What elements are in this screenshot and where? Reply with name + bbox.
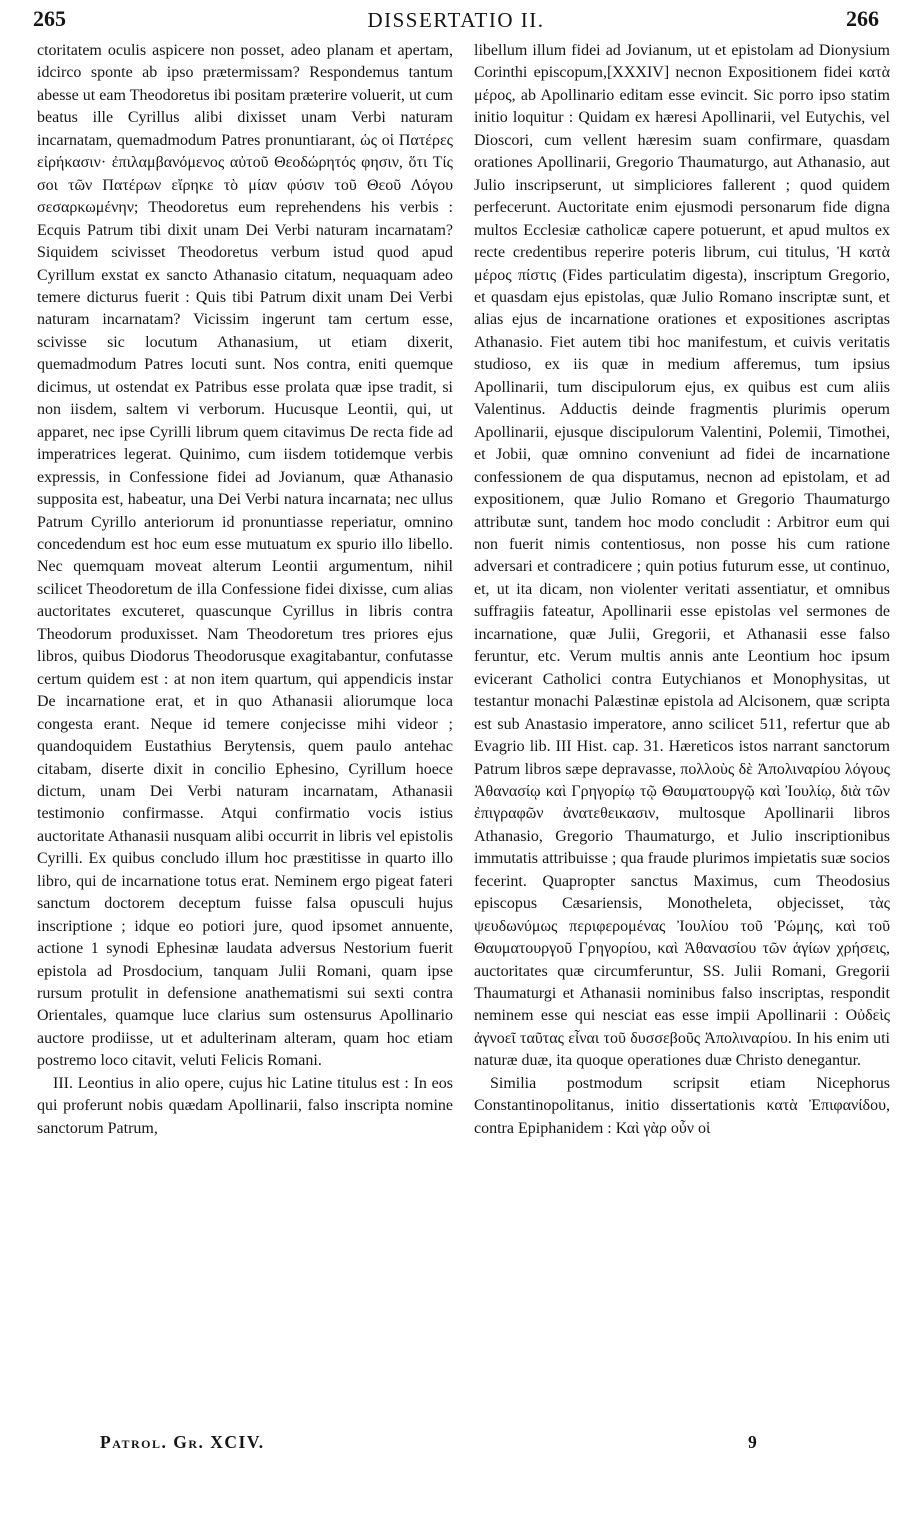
paragraph: Similia postmodum scripsit etiam Nicephorus Constantinopolitanus, initio dissertationis κατὰ Ἐπιφανίδου, contra Epiphanidem : Καὶ γὰρ οὖν οἱ [474, 1074, 890, 1137]
paragraph: ctoritatem oculis aspicere non posset, adeo planam et apertam, idcirco sponte ab ipso prætermissam? Respondemus tantum abesse ut eam Theodoretus ibi positam præterire voluerit, ut cum beatus ille Cyrillus alibi dixisset unam Verbi naturam incarnatam, quemadmodum Patres pronuntiarant, ὡς οἱ Πατέρες εἰρήκασιν· ἐπιλαμβανόμενος αὐτοῦ Θεοδώρητός φησιν, ὅτι Τίς σοι τῶν Πατέρων εἴρηκε τὸ μίαν φύσιν τοῦ Θεοῦ Λόγου σεσαρκωμένην; Theodoretus eum reprehendens his verbis : Ecquis Patrum tibi dixit unam Dei Verbi naturam incarnatam? Siquidem scivisset Theodoretus verbum istud quod apud Cyrillum exstat ex sancto Athanasio citatum, nequaquam adeo temere dicturus fuerit : Quis tibi Patrum dixit unam Dei Verbi naturam incarnatam? Vicissim ingerunt tam certum esse, scivisse sic locutum Athanasium, ut etiam dixerit, quemadmodum Patres locuti sunt. Nos contra, eniti quemque dicimus, ut ostendat ex Patribus esse prolata quæ ipse tradit, si non iisdem, saltem vi verborum. Hucusque Leontii, qui, ut apparet, nec ipse Cyrilli librum quem citavimus De recta fide ad imperatrices legerat. Quinimo, cum iisdem totidemque verbis expressis, in Confessione fidei ad Jovianum, quæ Athanasio supposita est, habeatur, una Dei Verbi natura incarnata; nec ullus Patrum Cyrillo anteriorum id pronuntiasse reperiatur, omnino concedendum est hoc eum esse mutuatum ex spurio illo libello. Nec quemquam moveat alterum Leontii argumentum, nihil scilicet Theodoretum de illa Confessione fidei dixisse, cum alias auctoritates excuteret, quascunque Cyrillus in libris contra Theodorum produxisset. Nam Theodoretum tres priores ejus libros, quibus Diodorus Theodorusque exagitabantur, confutasse certum quidem est : at non item quartum, qui appendicis instar De incarnatione erat, et in quo Athanasii aliorumque loca congesta erant. Neque id temere conjecisse mihi videor ; quandoquidem Eustathius Berytensis, quem paulo antehac citabam, diserte dixit in concilio Ephesino, Cyrillum hoece dictum, unam Dei Verbi naturam incarnatam, Athanasii testimonio confirmasse. Atqui confirmatio vocis istius auctoritate Athanasii nusquam alibi occurrit in libris vel epistolis Cyrilli. Ex quibus concludo illum hoc præstitisse in quarto illo libro, qui de incarnatione totus erat. Neminem ergo pigeat fateri sanctum doctorem deceptum fuisse falsa opusculi hujus inscriptione ; idque eo potiori jure, quod ipsomet annuente, actione 1 synodi Ephesinæ laudata adversus Nestorium fuerit epistola ad Prosdocium, tanquam Julii Romani, quam ipse rursum protulit in defensione anathematismi sui sexti contra Orientales, quamque luce clarius sum ostensurus Apollinario auctore prodiisse, ut et adulterinam alteram, quam hoc etiam postremo loco citavit, veluti Felicis Romani. [37, 42, 453, 1070]
left-column [37, 40, 453, 1140]
right-column [474, 40, 890, 1140]
paragraph: III. Leontius in alio opere, cujus hic Latine titulus est : In eos qui proferunt nobis quædam Apollinarii, falso inscripta nomine sanctorum Patrum, [37, 1074, 453, 1137]
page-number-left: 265 [33, 6, 66, 31]
running-title: DISSERTATIO II. [367, 8, 545, 32]
signature-mark: Patrol. Gr. XCIV. [100, 1432, 265, 1452]
running-header [33, 6, 879, 40]
gathering-number: 9 [748, 1432, 757, 1452]
paragraph: libellum illum fidei ad Jovianum, ut et epistolam ad Dionysium Corinthi episcopum,[XXXIV] necnon Expositionem fidei κατὰ μέρος, ab Apollinario editam esse evincit. Sic porro ipso statim initio loquitur : Quidam ex hæresi Apollinarii, vel Eutychis, vel Dioscori, cum vellent hæresim suam confirmare, quasdam orationes Apollinarii, Gregorio Thaumaturgo, aut Athanasio, aut Julio inscripserunt, ut simpliciores fallerent ; quod quidem perfecerunt. Auctoritate enim ejusmodi personarum fide digna multos Ecclesiæ catholicæ capere potuerunt, et apud multos ex recte credentibus reperire poteris librum, cui titulus, Ἡ κατὰ μέρος πίστις (Fides particulatim digesta), inscriptum Gregorio, et quasdam ejus epistolas, quæ Julio Romano inscriptæ sunt, et alias ejus de incarnatione orationes et expositiones ascriptas Athanasio. Fiet autem tibi hoc manifestum, et cuivis veritatis studioso, ex iis quæ in medium afferemus, tum ipsius Apollinarii, tum discipulorum ejus, ex quibus est cum aliis Valentinus. Adductis deinde fragmentis plurimis operum Apollinarii, ejusque discipulorum Valentini, Polemii, Timothei, et Jobii, quæ omnino conveniunt ad fidei de incarnatione confessionem de qua disputamus, necnon ad epistolam, et ad expositionem, quæ Julio Romano et Gregorio Thaumaturgo attributæ sunt, tandem hoc modo concludit : Arbitror eum qui non fuerit nimis contentiosus, non posse his cum ratione adversari et contradicere ; quin potius futurum esse, ut continuo, et, ut ita dicam, non violenter veritati assentiatur, et omnibus suffragiis fateatur, Apollinarii esse epistolas vel sermones de incarnatione, quæ Julii, Gregorii, et Athanasii esse falso feruntur, etc. Verum multis annis ante Leontium hoc ipsum evicerant Catholici contra Eutychianos et Monophysitas, ut testantur monachi Palæstinæ epistola ad Alcisonem, quæ scripta est sub Anastasio imperatore, anno scilicet 511, refertur que ab Evagrio lib. III Hist. cap. 31. Hæreticos istos narrant sanctorum Patrum libros sæpe depravasse, πολλοὺς δὲ Ἀπολιναρίου λόγους Ἀθανασίῳ καὶ Γρηγορίῳ τῷ Θαυματουργῷ καὶ Ἰουλίῳ, διὰ τῶν ἐπιγραφῶν ἀνατεθεικασιν, multosque Apollinarii libros Athanasio, Gregorio Thaumaturgo, et Julio inscriptionibus immutatis attribuisse ; qua fraude plurimos impietatis suæ socios fecerint. Quapropter sanctus Maximus, cum Theodosius episcopus Cæsariensis, Monotheleta, objecisset, τὰς ψευδωνύμως περιφερομένας Ἰουλίου τοῦ Ῥώμης, καὶ τοῦ Θαυματουργοῦ Γρηγορίου, καὶ Ἀθανασίου τῶν ἁγίων χρήσεις, auctoritates quæ circumferuntur, SS. Julii Romani, Gregorii Thaumaturgi et Athanasii nominibus falso inscriptas, respondit neminem esse qui nesciat eas esse impii Apollinarii : Οὐδεὶς ἀγνοεῖ ταῦτας εἶναι τοῦ δυσσεβοῦς Ἀπολιναρίου. In his enim uti naturæ duæ, ita quoque operationes duæ Christo denegantur. [474, 42, 890, 1070]
page-number-right: 266 [846, 6, 879, 31]
